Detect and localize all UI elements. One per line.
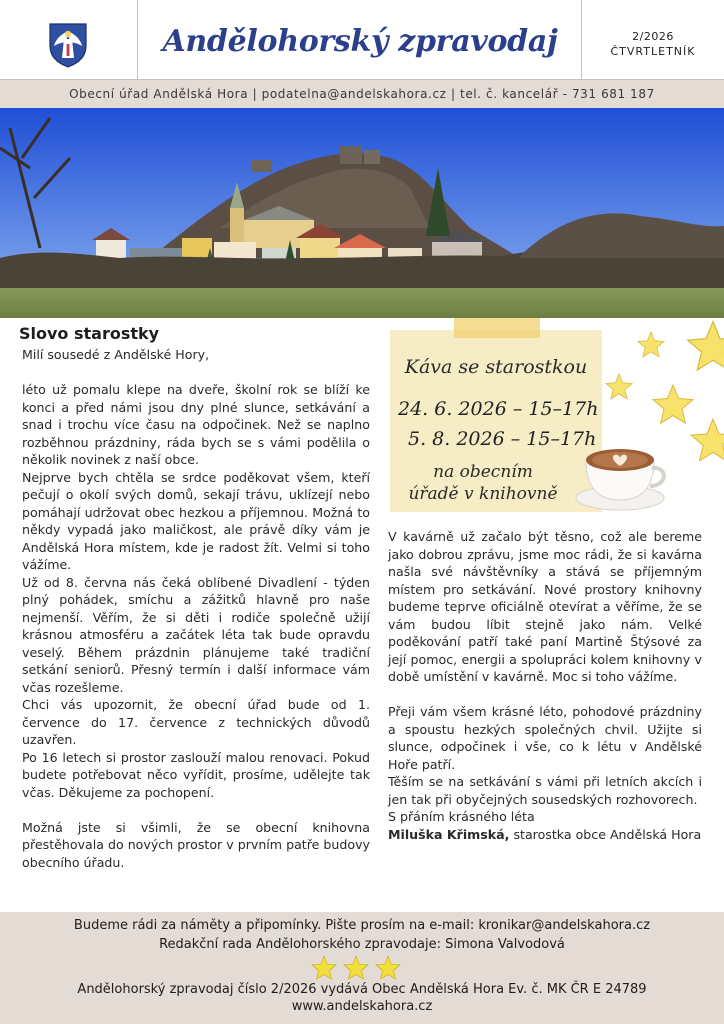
article-closing: S přáním krásného léta: [388, 809, 535, 824]
footer-editorial-line: Redakční rada Andělohorského zpravodaje: Simona Valvodová: [159, 937, 565, 952]
coffee-note-date-2: 5. 8. 2026 – 15–17h: [408, 428, 597, 450]
article-greeting: Milí sousedé z Andělské Hory,: [22, 347, 210, 362]
angel-coat-of-arms-icon: [48, 22, 88, 68]
signature-role: starostka obce Andělská Hora: [509, 826, 702, 842]
issue-number: 2/2026: [632, 30, 674, 43]
article-paragraph: Už od 8. června nás čeká oblíbené Divadlení - týden plný pohádek, smíchu a zážitků hlavně pro naše nejmenší. Věřím, že si děti i rodiče společně užijí krásnou atmosféru a začátek léta tak bude opravdu veselý. Během prázdnin plánujeme také tradiční setkání seniorů. Přesný termín i další informace vám včas rozešleme.: [22, 574, 370, 695]
article-paragraph: léto už pomalu klepe na dveře, školní rok se blíží ke konci a před námi jsou dny plné slunce, setkávání a snad i trochu více času na odpočinek. Než se naplno rozběhnou prázdniny, ráda bych se s vámi podělila o několik novinek z naší obce.: [22, 382, 370, 467]
title-box: [138, 0, 582, 80]
star-icon: [636, 330, 666, 360]
signature-name: Miluška Křimská,: [388, 826, 510, 842]
contact-bar: [0, 80, 724, 108]
note-tape: [454, 318, 540, 338]
latte-cup-icon: [572, 430, 668, 514]
article-paragraph: Možná jste si všimli, že se obecní knihovna přestěhovala do nových prostor v prvním patře budovy obecního úřadu.: [22, 819, 370, 870]
star-icon: [604, 372, 634, 402]
masthead: [0, 0, 724, 80]
article-column-left: [22, 346, 370, 871]
hill-castle-ruin-village-photo: [0, 108, 724, 318]
footer-website-link[interactable]: www.andelskahora.cz: [291, 999, 433, 1014]
issue-box: [582, 0, 724, 80]
footer-contact-line: Budeme rádi za náměty a připomínky. Pište prosím na e-mail: kronikar@andelskahora.cz: [73, 918, 651, 933]
article-paragraph: Nejprve bych chtěla se srdce poděkovat všem, kteří pečují o okolí svých domů, sekají trávu, uklízejí nebo pomáhají udržovat obec hezkou a příjemnou. Možná to někdy vypadá jako maličkost, ale právě díky vám je Andělská Hora místem, kde je radost žít. Velmi si toho vážíme.: [22, 469, 370, 572]
star-icon: [684, 318, 724, 376]
paragraph-gap: [22, 364, 370, 382]
article-paragraph: Přeji vám všem krásné léto, pohodové prázdniny a spoustu hezkých společných chvil. Užijte si slunce, odpočinek i vše, co k létu v Andělské Hoře patří.: [388, 704, 702, 772]
article-signature: [388, 826, 702, 844]
crest-box: [0, 0, 138, 80]
article-paragraph: Po 16 letech si prostor zaslouží malou renovaci. Pokud budete potřebovat něco vyřídit, prosíme, udělejte tak včas. Děkujeme za pochopení.: [22, 749, 370, 800]
article-paragraph: V kavárně už začalo být těsno, což ale bereme jako dobrou zprávu, jsme moc rádi, že si kavárna našla své návštěvníky a stává se příjemným místem pro setkávání. Nové prostory knihovny budeme teprve oficiálně otevírat a věříme, že se vám budou líbit stejně jako nám. Velké poděkování patří také paní Martině Štýsové za její pomoc, energii a spolupráci kolem knihovny v době umístění v kavárně. Moc si toho vážíme.: [388, 529, 702, 684]
paragraph-gap: [388, 686, 702, 704]
newsletter-title: Andělohorský zpravodaj: [162, 24, 558, 59]
article-column-right: [388, 528, 702, 843]
star-icon: [688, 416, 724, 466]
paragraph-gap: [22, 801, 370, 819]
article-paragraph: Těším se na setkávání s vámi při letních akcích i jen tak při obyčejných sousedských rozhovorech.: [388, 774, 702, 807]
article-paragraph: Chci vás upozornit, že obecní úřad bude od 1. července do 17. července z technických důvodů uzavřen.: [22, 697, 370, 747]
footer-publisher-line: Andělohorský zpravodaj číslo 2/2026 vydává Obec Andělská Hora Ev. č. MK ČR E 24789: [77, 982, 647, 997]
coffee-note-title: Káva se starostkou: [404, 356, 588, 378]
coffee-note-place-2: úřadě v knihovně: [408, 484, 558, 504]
coffee-note-place-1: na obecním: [433, 462, 533, 482]
issue-type: ČTVRTLETNÍK: [610, 45, 696, 58]
article-heading: Slovo starostky: [19, 324, 160, 343]
contact-text: Obecní úřad Andělská Hora | podatelna@andelskahora.cz | tel. č. kancelář - 731 681 187: [69, 87, 655, 101]
three-stars-icon: [308, 955, 404, 981]
coffee-note-date-1: 24. 6. 2026 – 15–17h: [398, 398, 599, 420]
